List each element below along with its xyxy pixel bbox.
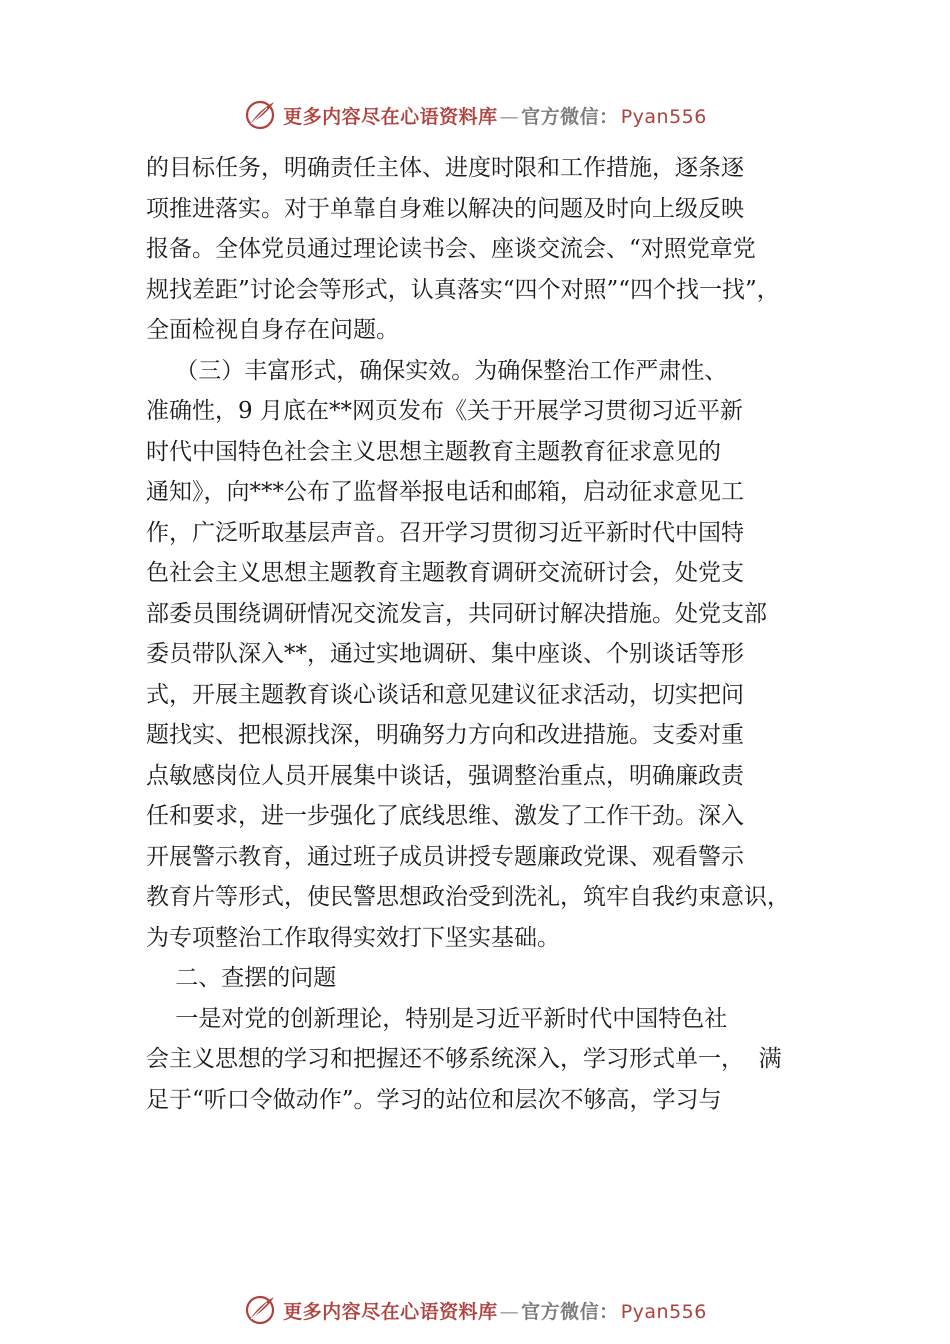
header-watermark	[0, 95, 950, 135]
watermark-main: 更多内容尽在心语资料库	[283, 1300, 498, 1323]
text-line: 部委员围绕调研情况交流发言，共同研讨解决措施。处党支部	[146, 600, 767, 627]
quill-logo-icon	[243, 98, 277, 132]
watermark-text	[283, 1297, 707, 1324]
text-line: 式，开展主题教育谈心谈话和意见建议征求活动，切实把问	[146, 681, 744, 708]
watermark-dash: —	[499, 1300, 520, 1323]
watermark-sub: 官方微信：	[521, 105, 619, 128]
footer-watermark	[0, 1290, 950, 1330]
text-line: 的目标任务，明确责任主体、进度时限和工作措施，逐条逐	[146, 155, 744, 181]
text-line: 时代中国特色社会主义思想主题教育主题教育征求意见的	[146, 438, 721, 465]
text-line: 为专项整治工作取得实效打下坚实基础。	[146, 924, 560, 951]
text-line: 会主义思想的学习和把握还不够系统深入，学习形式单一， 满	[146, 1046, 782, 1072]
watermark-main: 更多内容尽在心语资料库	[283, 105, 498, 128]
text-line: 点敏感岗位人员开展集中谈话，强调整治重点，明确廉政责	[146, 762, 744, 789]
section-heading: 二、查摆的问题	[146, 965, 337, 991]
text-line: 通知》，向***公布了监督举报电话和邮箱，启动征求意见工	[146, 479, 744, 505]
text-line: 足于“听口令做动作”。学习的站位和层次不够高，学习与	[146, 1086, 722, 1113]
text-line: 项推进落实。对于单靠自身难以解决的问题及时向上级反映	[146, 195, 744, 222]
text-line: 任和要求，进一步强化了底线思维、激发了工作干劲。深入	[146, 803, 744, 829]
text-line: 开展警示教育，通过班子成员讲授专题廉政党课、观看警示	[146, 843, 744, 870]
text-line: 题找实、把根源找深，明确努力方向和改进措施。支委对重	[146, 722, 744, 748]
text-line: 规找差距”讨论会等形式，认真落实“四个对照”“四个找一找”，	[146, 276, 780, 303]
text-line: 报备。全体党员通过理论读书会、座谈交流会、“对照党章党	[146, 236, 756, 262]
watermark-id: Pyan556	[620, 105, 707, 128]
text-line: 准确性，9 月底在**网页发布《关于开展学习贯彻习近平新	[146, 398, 743, 424]
text-line: 作，广泛听取基层声音。召开学习贯彻习近平新时代中国特	[146, 519, 744, 546]
watermark-dash: —	[499, 105, 520, 128]
watermark-id: Pyan556	[620, 1300, 707, 1323]
text-line: （三）丰富形式，确保实效。为确保整治工作严肃性、	[146, 357, 728, 384]
text-line: 委员带队深入**，通过实地调研、集中座谈、个别谈话等形	[146, 641, 744, 667]
document-body	[146, 148, 836, 1120]
watermark-sub: 官方微信：	[521, 1300, 619, 1323]
text-line: 教育片等形式，使民警思想政治受到洗礼，筑牢自我约束意识，	[146, 884, 790, 910]
text-line: 一是对党的创新理论，特别是习近平新时代中国特色社	[146, 1005, 728, 1032]
watermark-text	[283, 102, 707, 129]
quill-logo-icon	[243, 1293, 277, 1327]
text-line: 色社会主义思想主题教育主题教育调研交流研讨会，处党支	[146, 560, 744, 586]
text-line: 全面检视自身存在问题。	[146, 317, 399, 343]
